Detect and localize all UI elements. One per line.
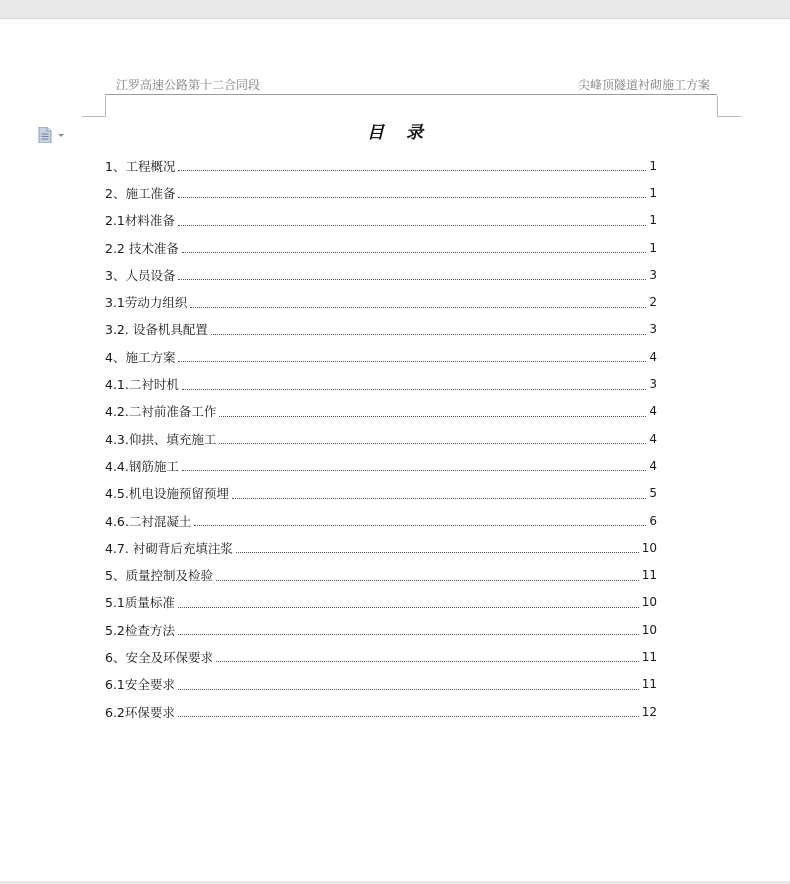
toc-entry-page-number: 12	[641, 704, 657, 719]
crop-mark-left-horizontal	[82, 116, 106, 117]
toc-entry-label[interactable]: 1、工程概况	[105, 158, 176, 174]
toc-dot-leader	[178, 225, 646, 226]
toc-entry-label[interactable]: 4、施工方案	[105, 349, 176, 365]
toc-dot-leader	[211, 334, 647, 335]
toc-entry[interactable]	[105, 480, 657, 507]
toc-entry[interactable]	[105, 616, 657, 643]
header-left-text: 江罗高速公路第十二合同段	[116, 78, 261, 92]
toc-entry-label[interactable]: 6、安全及环保要求	[105, 649, 213, 665]
toc-entry-page-number: 10	[641, 622, 657, 637]
toc-entry-page-number: 1	[649, 185, 657, 200]
toc-entry-label[interactable]: 4.6.二衬混凝土	[105, 513, 192, 529]
toc-entry-label[interactable]: 2.2 技术准备	[105, 240, 179, 256]
toc-entry-label[interactable]: 2.1材料准备	[105, 213, 175, 229]
toc-entry-page-number: 3	[649, 267, 657, 282]
toc-entry-label[interactable]: 6.1安全要求	[105, 677, 175, 693]
toc-entry-page-number: 1	[649, 240, 657, 255]
crop-mark-right-horizontal	[717, 116, 741, 117]
toc-entry[interactable]	[105, 561, 657, 588]
crop-mark-right-vertical	[717, 96, 718, 116]
toc-entry-label[interactable]: 6.2环保要求	[105, 704, 175, 720]
toc-dot-leader	[178, 197, 646, 198]
toc-entry[interactable]	[105, 643, 657, 670]
toc-entry[interactable]	[105, 671, 657, 698]
toc-entry[interactable]	[105, 234, 657, 261]
toc-entry[interactable]	[105, 179, 657, 206]
toc-entry-page-number: 11	[641, 568, 657, 583]
toc-entry[interactable]	[105, 207, 657, 234]
toc-dot-leader	[190, 307, 646, 308]
toc-entry[interactable]	[105, 370, 657, 397]
toc-entry-label[interactable]: 3.1劳动力组织	[105, 295, 188, 311]
toc-dot-leader	[236, 552, 639, 553]
toc-dot-leader	[178, 689, 639, 690]
toc-entry-page-number: 4	[649, 431, 657, 446]
toc-entry-label[interactable]: 4.4.钢筋施工	[105, 458, 179, 474]
toc-dot-leader	[216, 661, 639, 662]
toc-entry-page-number: 11	[641, 677, 657, 692]
toc-entry-page-number: 6	[649, 513, 657, 528]
toc-dot-leader	[178, 634, 639, 635]
toc-dot-leader	[194, 525, 646, 526]
header-rule	[105, 94, 717, 95]
toc-entry[interactable]	[105, 152, 657, 179]
toc-entry-label[interactable]: 5.2检查方法	[105, 622, 175, 638]
toc-entry-page-number: 10	[641, 540, 657, 555]
toc-entry-page-number: 11	[641, 649, 657, 664]
toc-entry-label[interactable]: 4.1.二衬时机	[105, 377, 179, 393]
toc-entry[interactable]	[105, 343, 657, 370]
toc-dot-leader	[182, 470, 647, 471]
toc-entry[interactable]	[105, 589, 657, 616]
toc-dot-leader	[232, 498, 647, 499]
toc-entry[interactable]	[105, 698, 657, 725]
toc-entry-label[interactable]: 5、质量控制及检验	[105, 568, 213, 584]
toc-entry-page-number: 4	[649, 458, 657, 473]
toc-dot-leader	[178, 279, 646, 280]
toc-title: 目录	[367, 123, 445, 143]
document-page	[0, 18, 790, 881]
toc-dot-leader	[178, 361, 646, 362]
toc-entry-page-number: 10	[641, 595, 657, 610]
toc-entry-page-number: 3	[649, 322, 657, 337]
toc-entry-label[interactable]: 5.1质量标准	[105, 595, 175, 611]
toc-entry-page-number: 5	[649, 486, 657, 501]
toc-entry-page-number: 4	[649, 349, 657, 364]
toc-entry-page-number: 1	[649, 158, 657, 173]
toc-dot-leader	[178, 607, 639, 608]
toc-entry-label[interactable]: 4.5.机电设施预留预埋	[105, 486, 229, 502]
crop-mark-left-vertical	[105, 96, 106, 116]
toc-entry-label[interactable]: 2、施工准备	[105, 185, 176, 201]
toc-dot-leader	[182, 252, 647, 253]
toc-dot-leader	[219, 416, 646, 417]
toc-entry[interactable]	[105, 425, 657, 452]
toc-entry[interactable]	[105, 316, 657, 343]
toc-entry-label[interactable]: 3、人员设备	[105, 267, 176, 283]
toc-dot-leader	[182, 389, 647, 390]
toc-entry-label[interactable]: 4.7. 衬砌背后充填注浆	[105, 540, 233, 556]
toc-dot-leader	[216, 580, 639, 581]
toc-entry-page-number: 1	[649, 213, 657, 228]
toc-entry[interactable]	[105, 261, 657, 288]
toc-entry[interactable]	[105, 288, 657, 315]
toc-entry-page-number: 4	[649, 404, 657, 419]
toc-entry-label[interactable]: 3.2. 设备机具配置	[105, 322, 208, 338]
table-of-contents	[105, 152, 657, 725]
toc-entry-page-number: 2	[649, 295, 657, 310]
toc-entry[interactable]	[105, 534, 657, 561]
toc-entry[interactable]	[105, 398, 657, 425]
toc-entry[interactable]	[105, 507, 657, 534]
toc-dot-leader	[178, 716, 639, 717]
toc-entry-label[interactable]: 4.3.仰拱、填充施工	[105, 431, 217, 447]
toc-entry-page-number: 3	[649, 377, 657, 392]
toc-dot-leader	[178, 170, 646, 171]
header-right-text: 尖峰顶隧道衬砌施工方案	[577, 78, 710, 92]
toc-entry[interactable]	[105, 452, 657, 479]
toc-entry-label[interactable]: 4.2.二衬前准备工作	[105, 404, 217, 420]
toc-dot-leader	[219, 443, 646, 444]
